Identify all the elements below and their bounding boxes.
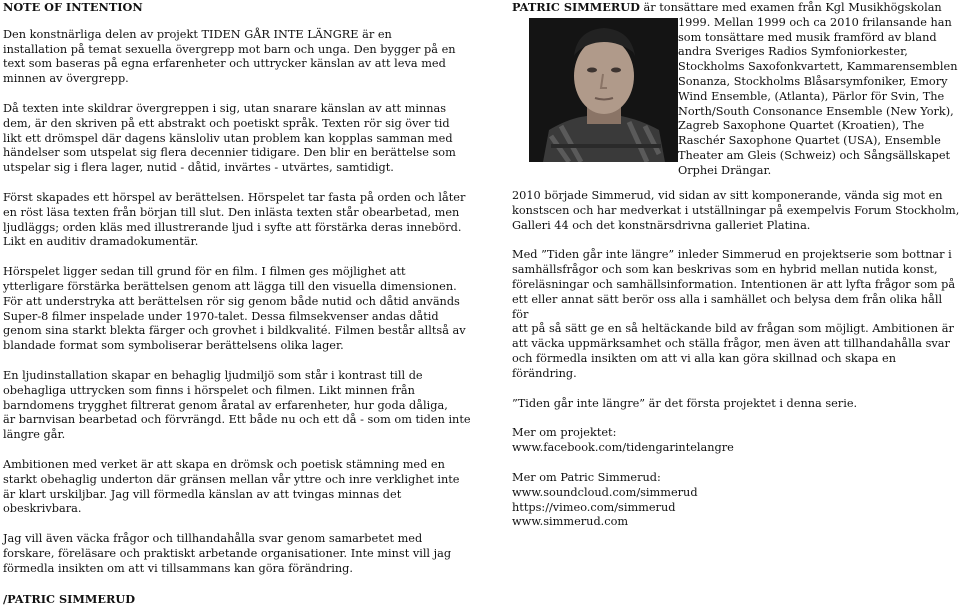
bio-rest: 1999. Mellan 1999 och ca 2010 frilansande han som tonsättare med musik framförd av bland andra Sveriges Radios Symfoniorkester, Stockholms Saxofonkvartett, Kammarensemblen Sonanza, Stockholms Blåsarsymfoniker, Emory Wind Ensemble, (Atlanta), Pärlor för Svin, The North/South Consonance Ensemble (New York), Zagreb Saxophone Quartet (Kroatien), The Raschér Saxophone Quartet (USA), Ensemble Theater am Gleis (Schweiz) och Sångsällskapet Orphei Drängar.	[512, 16, 960, 179]
bio-paragraph-2: 2010 började Simmerud, vid sidan av sitt komponerande, vända sig mot en konstscen och har medverkat i utställningar på exempelvis Forum Stockholm, Galleri 44 och det konstnärsdrivna galleriet Platina.	[512, 189, 960, 233]
intention-paragraph-3: Först skapades ett hörspel av berättelsen. Hörspelet tar fasta på orden och låter en röst läsa texten från början till slut. Den inlästa texten står obearbetad, men ljudläggs; orden kläs med illustrerande ljud i syfte att förstärka deras innebörd. Likt en auditiv dramadokumentär.	[3, 191, 473, 250]
bio-name: PATRIC SIMMERUD	[512, 0, 640, 14]
project-links: Mer om projektet: www.facebook.com/tidengarintelangre	[512, 426, 960, 456]
bio-paragraph	[512, 0, 960, 179]
intention-paragraph-1: Den konstnärliga delen av projekt TIDEN GÅR INTE LÄNGRE är en installation på temat sexuella övergrepp mot barn och unga. Den bygger på en text som baseras på egna erfarenheter och uttrycker känslan av att leva med minnen av övergrepp.	[3, 28, 473, 87]
signature: /PATRIC SIMMERUD	[3, 592, 473, 606]
intention-paragraph-5: En ljudinstallation skapar en behaglig ljudmiljö som står i kontrast till de obehagliga uttrycken som finns i hörspelet och filmen. Likt minnen från barndomens trygghet filtrerat genom åratal av erfarenheter, hur goda dåliga, är barnvisan bearbetad och förvrängd. Ett både nu och ett då - som om tiden inte längre går.	[3, 369, 473, 443]
intention-paragraph-2: Då texten inte skildrar övergreppen i sig, utan snarare känslan av att minnas dem, är den skriven på ett abstrakt och poetiskt språk. Texten rör sig över tid likt ett drömspel där dagens känsloliv utan problem kan kopplas samman med händelser som utspelat sig flera decennier tidigare. Den blir en berättelse som utspelar sig i flera lager, nutid - dåtid, invärtes - utvärtes, samtidigt.	[3, 102, 473, 176]
artist-links: Mer om Patric Simmerud: www.soundcloud.com/simmerud https://vimeo.com/simmerud www.simmerud.com	[512, 471, 960, 530]
intention-paragraph-6: Ambitionen med verket är att skapa en drömsk och poetisk stämning med en starkt obehaglig underton där gränsen mellan vår yttre och inre verklighet inte är klart urskiljbar. Jag vill förmedla känslan av att tvingas minnas det obeskrivbara.	[3, 458, 473, 517]
note-heading: NOTE OF INTENTION	[3, 0, 473, 15]
right-column	[512, 0, 960, 530]
intention-paragraph-4: Hörspelet ligger sedan till grund för en film. I filmen ges möjlighet att ytterligare förstärka berättelsen genom att lägga till den visuella dimensionen. För att understryka att berättelsen rör sig genom både nutid och dåtid används Super-8 filmer inspelade under 1970-talet. Dessa filmsekvenser andas dåtid genom sina starkt blekta färger och grovhet i bildkvalité. Filmen består alltså av blandade format som symboliserar berättelsens olika lager.	[3, 265, 473, 354]
bio-first-text: är tonsättare med examen från Kgl Musikhögskolan	[640, 1, 942, 14]
bio-first-line	[512, 0, 960, 16]
first-project-paragraph: ”Tiden går inte längre” är det första projektet i denna serie.	[512, 397, 960, 412]
intention-paragraph-7: Jag vill även väcka frågor och tillhandahålla svar genom samarbetet med forskare, föreläsare och praktiskt arbetande organisationer. Inte minst vill jag förmedla insikten om att vi tillsammans kan göra förändring.	[3, 532, 473, 576]
left-column	[3, 0, 473, 606]
project-paragraph: Med ”Tiden går inte längre” inleder Simmerud en projektserie som bottnar i samhällsfrågor och som kan beskrivas som en hybrid mellan nutida konst, föreläsningar och samhällsinformation. Intentionen är att lyfta frågor som på ett eller annat sätt berör oss alla i samhället och belysa dem från olika håll för att på så sätt ge en så heltäckande bild av frågan som möjligt. Ambitionen är att väcka uppmärksamhet och ställa frågor, men även att tillhandahålla svar och förmedla insikten om att vi alla kan göra skillnad och skapa en förändring.	[512, 248, 960, 381]
bio-section	[512, 0, 960, 178]
